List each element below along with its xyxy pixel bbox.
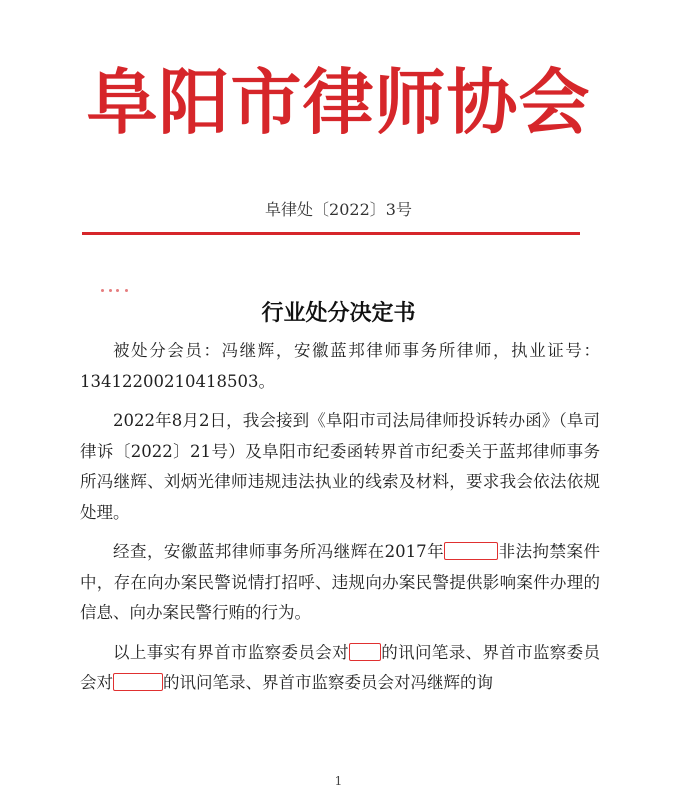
document-heading: 行业处分决定书 <box>261 301 416 326</box>
document-number: 阜律处〔2022〕3号 <box>265 200 412 219</box>
ink-speck <box>101 289 131 293</box>
paragraph-evidence <box>80 638 600 699</box>
page-number: 1 <box>334 774 343 788</box>
findings-text-start: 经查，安徽蓝邦律师事务所冯继辉在2017年 <box>113 542 445 561</box>
redaction-box <box>349 643 381 661</box>
redaction-box <box>113 673 163 691</box>
evidence-text-1: 以上事实有界首市监察委员会对 <box>113 642 349 662</box>
red-header-rule <box>82 232 580 235</box>
redaction-box <box>444 542 498 560</box>
evidence-text-3: 的讯问笔录、界首市监察委员会对冯继辉的询 <box>163 673 493 692</box>
document-body <box>80 336 600 699</box>
paragraph-complaint: 2022年8月2日，我会接到《阜阳市司法局律师投诉转办函》（阜司律诉〔2022〕21号）及阜阳市纪委函转界首市纪委关于蓝邦律师事务所冯继辉、刘炳光律师违规违法执业的线索及材料，要求我会依法依规处理。 <box>80 411 600 522</box>
evidence-text-2: 的讯问笔录、界首市监察委员会对 <box>80 642 601 692</box>
org-title: 阜阳市律师协会 <box>86 61 591 144</box>
findings-text-end: 非法拘禁案件中，存在向办案民警说情打招呼、违规向办案民警提供影响案件办理的信息、向办案民警行贿的行为。 <box>80 542 601 622</box>
paragraph-member: 被处分会员：冯继辉，安徽蓝邦律师事务所律师，执业证号：13412200210418503。 <box>80 341 600 391</box>
paragraph-findings <box>80 537 600 629</box>
